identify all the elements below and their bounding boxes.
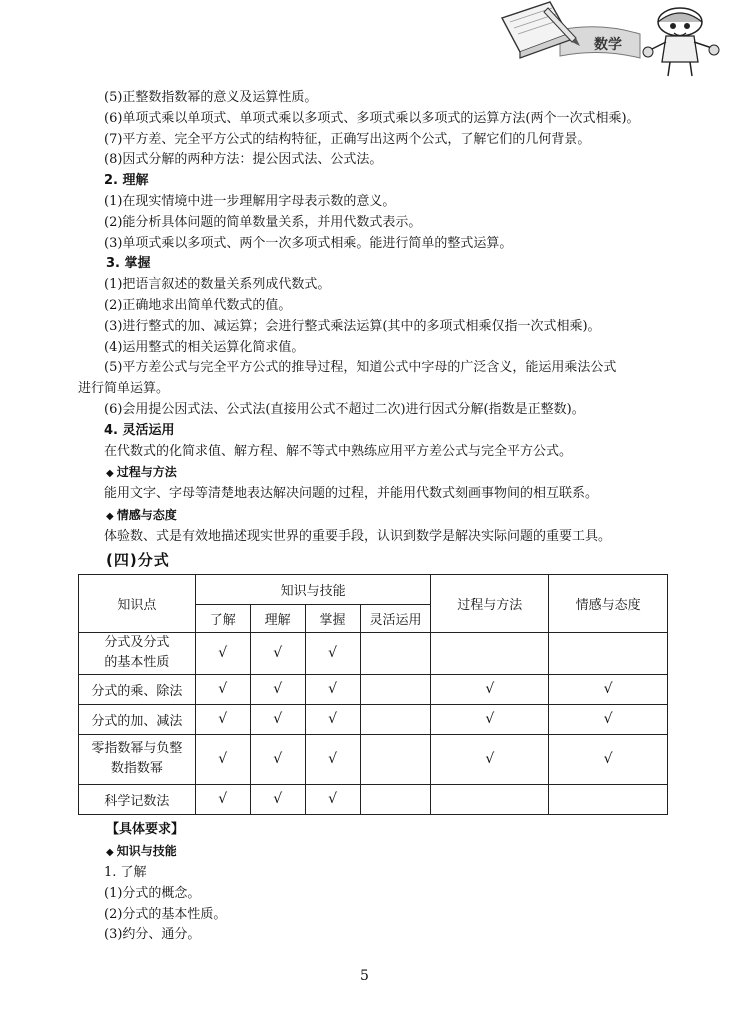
- check-cell: √: [250, 704, 305, 734]
- check-cell: √: [195, 632, 250, 674]
- check-cell: √: [250, 674, 305, 704]
- check-cell: √: [195, 674, 250, 704]
- subheader-cell: 理解: [250, 604, 305, 632]
- header-emotion-attitude: 情感与态度: [549, 574, 668, 632]
- text-line: (8)因式分解的两种方法：提公因式法、公式法。: [104, 152, 383, 168]
- page-number: 5: [360, 968, 369, 984]
- check-cell: √: [431, 704, 549, 734]
- text-line: (4)运用整式的相关运算化简求值。: [104, 339, 305, 355]
- table-row: [79, 632, 668, 674]
- row-label: 零指数幂与负整 数指数幂: [79, 734, 196, 784]
- diamond-icon: ◆: [106, 468, 114, 480]
- row-label: 分式的加、减法: [79, 704, 196, 734]
- check-cell: √: [549, 734, 668, 784]
- text-line: (5)正整数指数幂的意义及运算性质。: [104, 90, 318, 105]
- text-line: (3)单项式乘以多项式、两个一次多项式相乘。能进行简单的整式运算。: [104, 235, 513, 251]
- header-knowledge-skill: 知识与技能: [195, 574, 431, 604]
- check-cell: √: [195, 734, 250, 784]
- text-line: (2)能分析具体问题的简单数量关系，并用代数式表示。: [104, 214, 422, 230]
- text-line: 能用文字、字母等清楚地表达解决问题的过程，并能用代数式刻画事物间的相互联系。: [104, 486, 599, 502]
- row-label: 科学记数法: [79, 784, 196, 814]
- check-cell: √: [431, 674, 549, 704]
- check-cell: [431, 632, 549, 674]
- text-line: (6)会用提公因式法、公式法(直接用公式不超过二次)进行因式分解(指数是正整数)。: [104, 401, 585, 417]
- diamond-icon: ◆: [106, 511, 114, 523]
- text-line: (5)平方差公式与完全平方公式的推导过程，知道公式中字母的广泛含义，能运用乘法公式: [104, 360, 617, 376]
- row-label: 分式及分式 的基本性质: [79, 632, 196, 674]
- check-cell: [360, 784, 431, 814]
- requirements-table: [78, 574, 668, 815]
- text-line: (1)把语言叙述的数量关系列成代数式。: [104, 277, 331, 293]
- table-row: [79, 784, 668, 814]
- check-cell: √: [305, 734, 360, 784]
- row-label: 分式的乘、除法: [79, 674, 196, 704]
- check-cell: √: [431, 734, 549, 784]
- subheader-cell: 了解: [195, 604, 250, 632]
- check-cell: [360, 674, 431, 704]
- text-line: 体验数、式是有效地描述现实世界的重要手段，认识到数学是解决实际问题的重要工具。: [104, 529, 612, 545]
- text-line: (2)分式的基本性质。: [104, 906, 227, 922]
- heading-flexible: 4. 灵活运用: [104, 422, 175, 438]
- subheading-knowledge: ◆ 知识与技能: [78, 841, 668, 863]
- check-cell: √: [195, 784, 250, 814]
- check-cell: √: [195, 704, 250, 734]
- check-cell: √: [305, 784, 360, 814]
- subject-label: 数学: [594, 37, 622, 53]
- check-cell: [360, 632, 431, 674]
- text-line: (6)单项式乘以单项式、单项式乘以多项式、多项式乘以多项式的运算方法(两个一次式相乘)。: [104, 110, 640, 126]
- text-line: (2)正确地求出简单代数式的值。: [104, 297, 292, 313]
- header-knowledge-point: 知识点: [79, 574, 196, 632]
- specific-requirements-heading: 【具体要求】: [106, 821, 185, 837]
- check-cell: √: [305, 632, 360, 674]
- table-row: [79, 734, 668, 784]
- cartoon-kid-icon: [643, 8, 719, 76]
- table-row: [79, 704, 668, 734]
- check-cell: [431, 784, 549, 814]
- header-process-method: 过程与方法: [431, 574, 549, 632]
- text-line: (3)进行整式的加、减运算；会进行整式乘法运算(其中的多项式相乘仅指一次式相乘)。: [104, 318, 601, 334]
- heading-know: 1. 了解: [104, 864, 147, 880]
- diamond-icon: ◆: [106, 846, 114, 858]
- section-title: (四)分式: [106, 550, 170, 569]
- check-cell: [549, 784, 668, 814]
- subheading-process: ◆ 过程与方法: [78, 462, 668, 484]
- check-cell: √: [250, 734, 305, 784]
- subheader-cell: 掌握: [305, 604, 360, 632]
- check-cell: [360, 704, 431, 734]
- heading-master: 3. 掌握: [106, 256, 151, 272]
- check-cell: √: [250, 784, 305, 814]
- table-row: [79, 674, 668, 704]
- subheading-emotion: ◆ 情感与态度: [78, 505, 668, 527]
- check-cell: [549, 632, 668, 674]
- check-cell: [360, 734, 431, 784]
- check-cell: √: [305, 674, 360, 704]
- text-line: (7)平方差、完全平方公式的结构特征，正确写出这两个公式，了解它们的几何背景。: [104, 131, 591, 147]
- check-cell: √: [305, 704, 360, 734]
- heading-understand: 2. 理解: [104, 173, 149, 189]
- subheader-cell: 灵活运用: [360, 604, 431, 632]
- check-cell: √: [250, 632, 305, 674]
- header-illustration: [490, 0, 729, 80]
- check-cell: √: [549, 674, 668, 704]
- text-line: (1)在现实情境中进一步理解用字母表示数的意义。: [104, 193, 396, 209]
- text-line: (3)约分、通分。: [104, 927, 201, 943]
- text-line: 进行简单运算。: [78, 381, 170, 397]
- text-line: (1)分式的概念。: [104, 885, 201, 901]
- check-cell: √: [549, 704, 668, 734]
- text-line: 在代数式的化简求值、解方程、解不等式中熟练应用平方差公式与完全平方公式。: [104, 443, 573, 459]
- page-body: [78, 88, 668, 946]
